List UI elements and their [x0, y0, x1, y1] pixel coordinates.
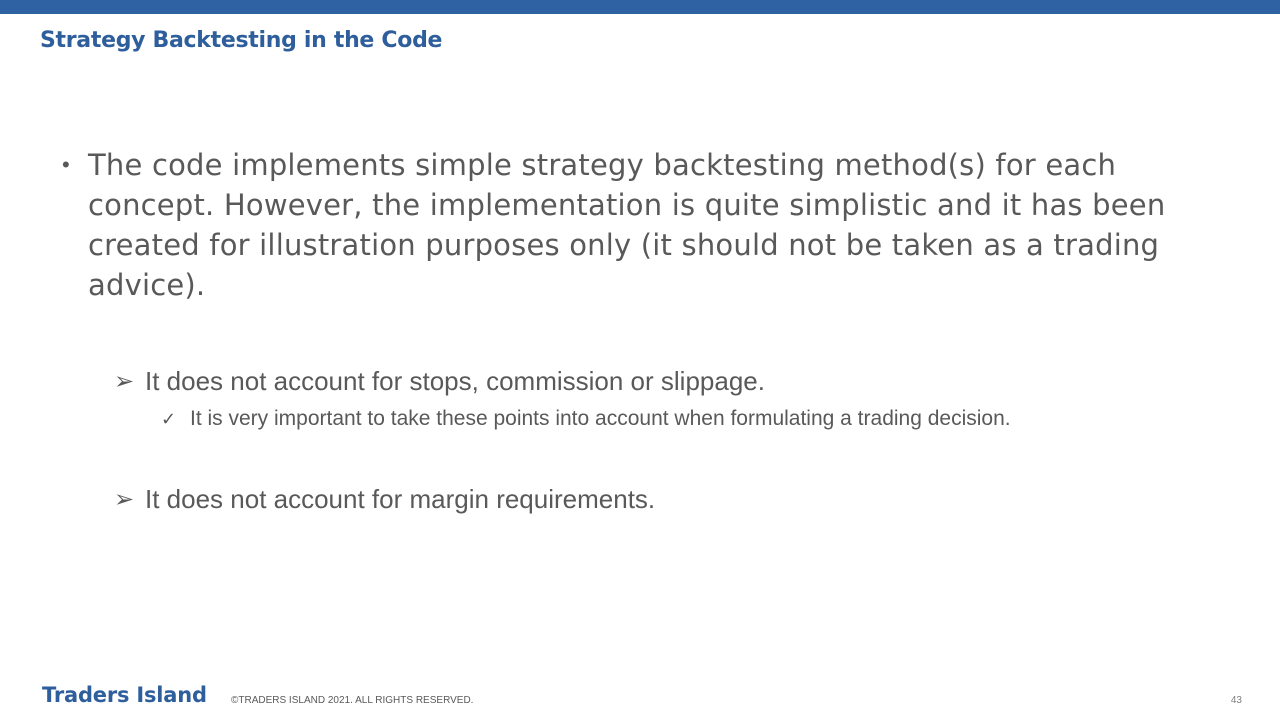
arrow-bullet-icon: ➢ — [114, 486, 135, 513]
page-number: 43 — [1230, 695, 1242, 706]
arrow-bullet-icon: ➢ — [114, 368, 135, 395]
sub-bullet-margin — [114, 484, 655, 515]
bullet-dot-icon: • — [62, 152, 70, 177]
top-accent-bar — [0, 0, 1280, 14]
traders-island-logo: Traders Island — [42, 683, 207, 707]
slide-title: Strategy Backtesting in the Code — [40, 28, 443, 53]
checkmark-icon: ✓ — [161, 408, 177, 429]
main-bullet-text: The code implements simple strategy backtesting method(s) for each concept. However, the implementation is quite simplistic and it has been created for illustration purposes only (it should not be taken as a trading advice). — [88, 148, 1166, 302]
copyright-notice: ©TRADERS ISLAND 2021. ALL RIGHTS RESERVED. — [231, 695, 474, 706]
sub-bullet-text: It does not account for margin requirements. — [145, 484, 656, 514]
check-bullet-text: It is very important to take these points into account when formulating a trading decision. — [190, 407, 1011, 430]
sub-bullet-stops — [114, 366, 765, 397]
main-bullet — [62, 145, 1212, 305]
sub-bullet-text: It does not account for stops, commission or slippage. — [145, 366, 765, 396]
check-bullet — [161, 407, 1011, 431]
